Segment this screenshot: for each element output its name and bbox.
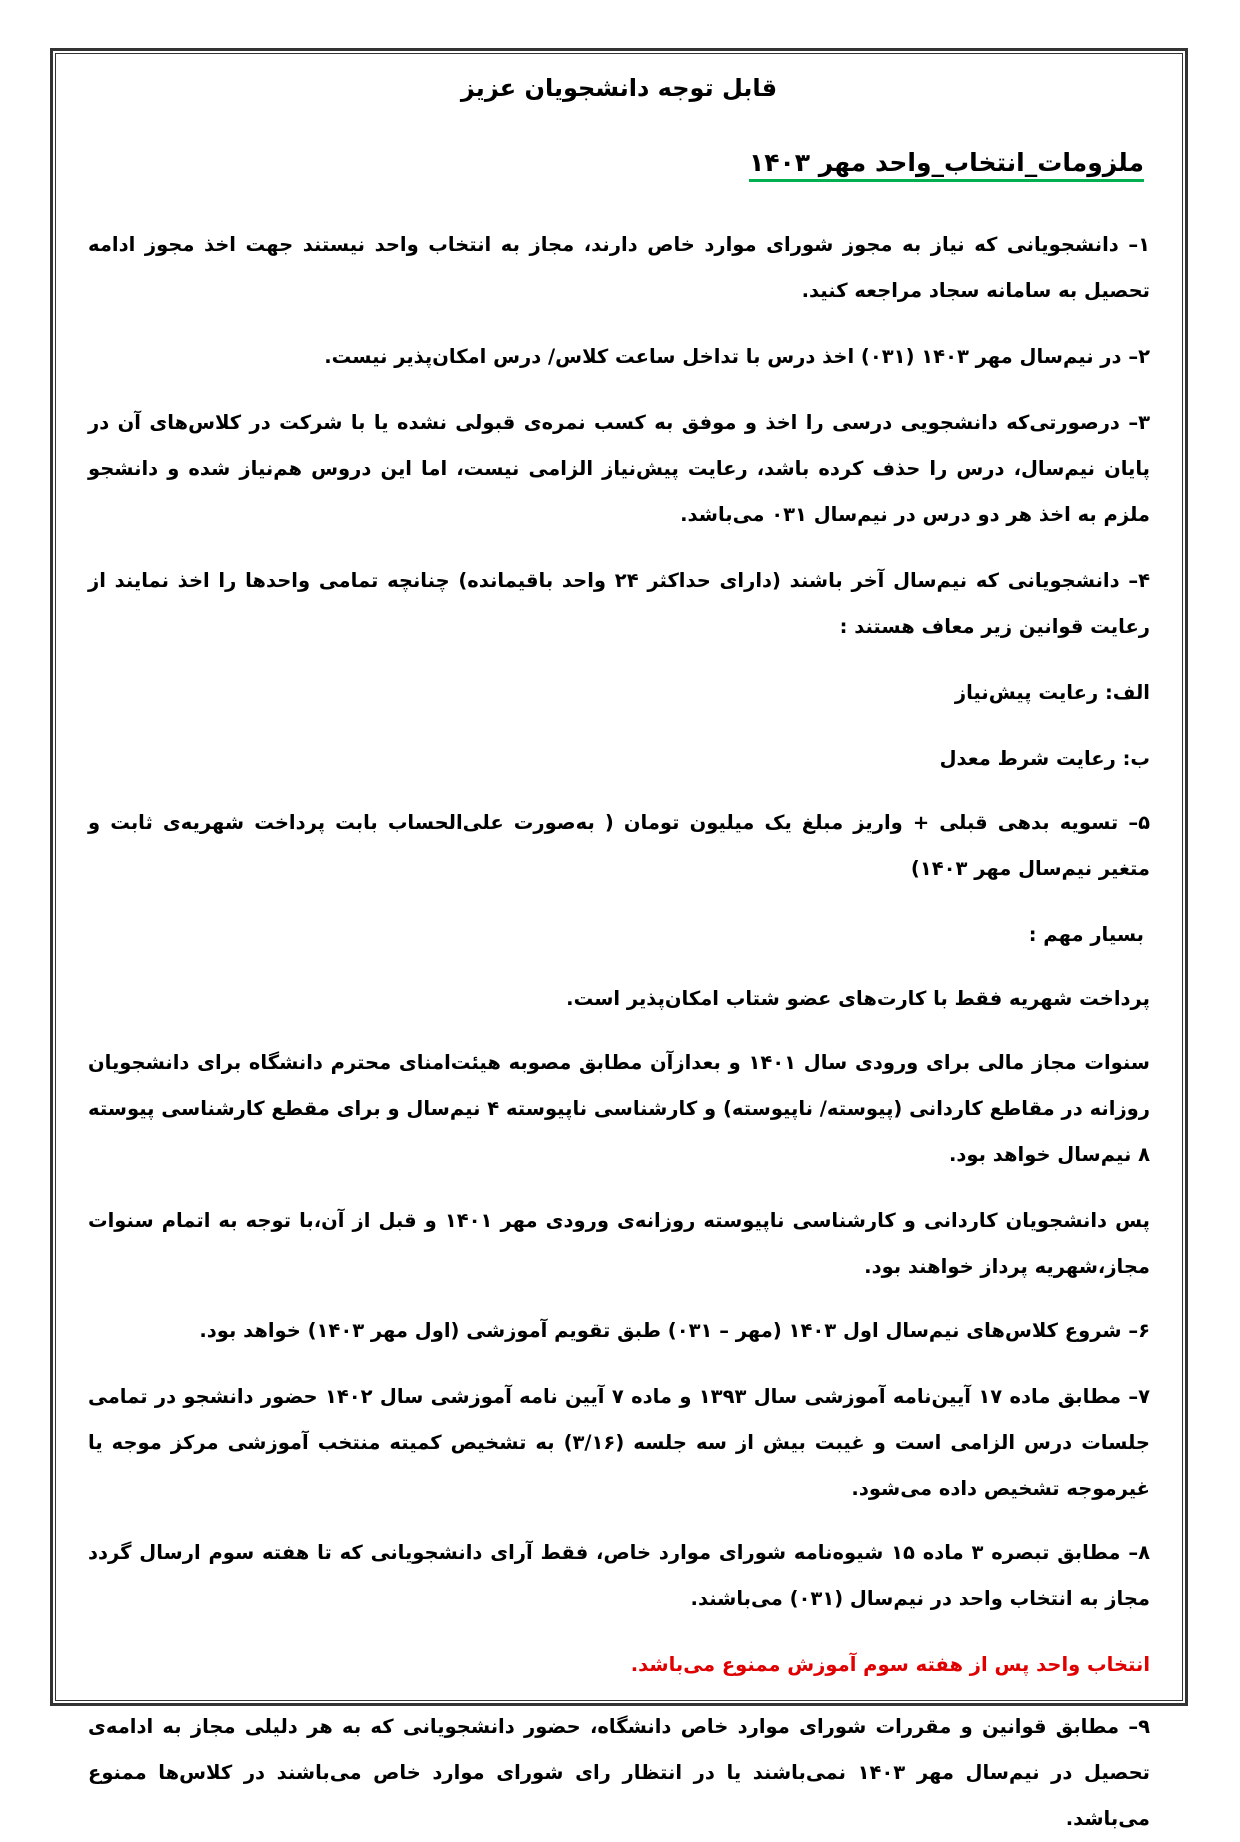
item-4-sub-a: الف: رعایت پیش‌نیاز [954, 681, 1150, 704]
document-body [88, 66, 1150, 1842]
subheading-text: ملزومات_انتخاب_واحد مهر ۱۴۰۳ [749, 148, 1144, 182]
item-7: ۷– مطابق ماده ۱۷ آیین‌نامه آموزشی سال ۱۳۹۳ و ماده ۷ آیین نامه آموزشی سال ۱۴۰۲ حضور دانشجو در تمامی جلسات درس الزامی است و غیبت بیش از سه جلسه (۳/۱۶) به تشخیص کمیته منتخب آموزشی مرکز موجه یا غیرموجه تشخیص داده می‌شود. [88, 1385, 1151, 1500]
item-8: ۸– مطابق تبصره ۳ ماده ۱۵ شیوه‌نامه شورای موارد خاص، فقط آرای دانشجویانی که تا هفته سوم ارسال گردد مجاز به انتخاب واحد در نیم‌سال (۰۳۱) می‌باشند. [88, 1541, 1150, 1610]
document-subheading [88, 140, 1150, 186]
item-5: ۵– تسویه بدهی قبلی + واریز مبلغ یک میلیون تومان ( به‌صورت علی‌الحساب بابت پرداخت شهریه‌ی ثابت و متغیر نیم‌سال مهر ۱۴۰۳) [88, 811, 1150, 880]
tuition-note: پس دانشجویان کاردانی و کارشناسی ناپیوسته روزانه‌ی ورودی مهر ۱۴۰۱ و قبل از آن،با توجه به اتمام سنوات مجاز،شهریه پرداز خواهند بود. [88, 1209, 1151, 1278]
item-4-sub-b: ب: رعایت شرط معدل [939, 747, 1150, 770]
important-label: بسیار مهم : [1028, 923, 1144, 946]
document-heading: قابل توجه دانشجویان عزیز [460, 74, 778, 102]
payment-note: پرداخت شهریه فقط با کارت‌های عضو شتاب امکان‌پذیر است. [566, 987, 1150, 1010]
red-notice: انتخاب واحد پس از هفته سوم آموزش ممنوع می‌باشد. [630, 1653, 1150, 1676]
sanavat-note: سنوات مجاز مالی برای ورودی سال ۱۴۰۱ و بعدازآن مطابق مصوبه هیئت‌امنای محترم دانشگاه برای دانشجویان روزانه در مقاطع کاردانی (پیوسته/ ناپیوسته) و کارشناسی ناپیوسته ۴ نیم‌سال و برای مقطع کارشناسی پیوسته ۸ نیم‌سال خواهد بود. [88, 1051, 1151, 1166]
item-1: ۱– دانشجویانی که نیاز به مجوز شورای موارد خاص دارند، مجاز به انتخاب واحد نیستند جهت اخذ مجوز ادامه تحصیل به سامانه سجاد مراجعه کنید. [88, 233, 1150, 302]
item-6: ۶– شروع کلاس‌های نیم‌سال اول ۱۴۰۳ (مهر – ۰۳۱) طبق تقویم آموزشی (اول مهر ۱۴۰۳) خواهد بود. [199, 1319, 1150, 1342]
item-9: ۹– مطابق قوانین و مقررات شورای موارد خاص دانشگاه، حضور دانشجویانی که به هر دلیلی مجاز به ادامه‌ی تحصیل در نیم‌سال مهر ۱۴۰۳ نمی‌باشند یا در انتظار رای شورای موارد خاص می‌باشند در کلاس‌ها ممنوع می‌باشد. [88, 1715, 1150, 1830]
item-2: ۲– در نیم‌سال مهر ۱۴۰۳ (۰۳۱) اخذ درس با تداخل ساعت کلاس/ درس امکان‌پذیر نیست. [324, 345, 1150, 368]
item-4: ۴– دانشجویانی که نیم‌سال آخر باشند (دارای حداکثر ۲۴ واحد باقیمانده) چنانچه تمامی واحدها را اخذ نمایند از رعایت قوانین زیر معاف هستند : [88, 569, 1151, 638]
item-3: ۳– درصورتی‌که دانشجویی درسی را اخذ و موفق به کسب نمره‌ی قبولی نشده یا با شرکت در کلاس‌های آن در پایان نیم‌سال، درس را حذف کرده باشد، رعایت پیش‌نیاز الزامی نیست، اما این دروس هم‌نیاز شده و دانشجو ملزم به اخذ هر دو درس در نیم‌سال ۰۳۱ می‌باشد. [88, 411, 1150, 526]
